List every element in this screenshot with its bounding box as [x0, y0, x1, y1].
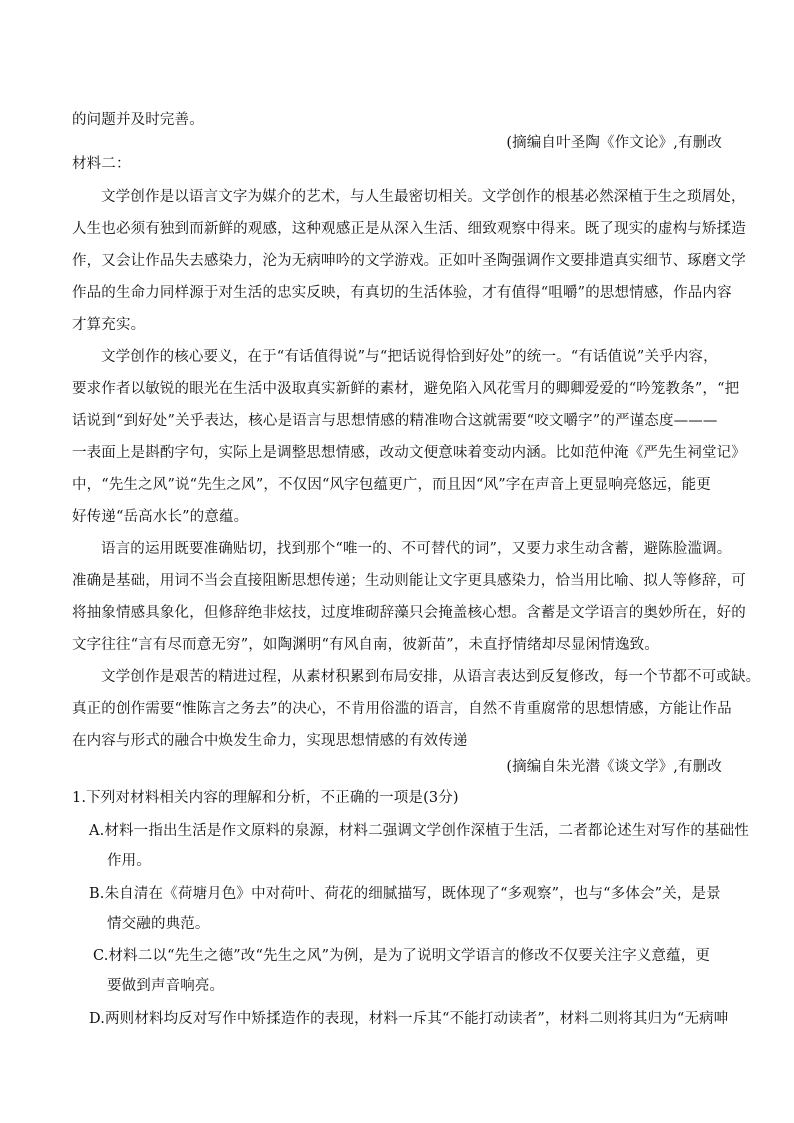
- material1-source: (摘编自叶圣陶《作文论》,有删改: [506, 135, 722, 151]
- material1-tail: 的问题并及时完善。: [72, 112, 204, 128]
- paragraph-line: 真正的创作需要“惟陈言之务去”的决心，不肯用俗滥的语言，自然不肯重腐常的思想情感，方能让作品: [72, 701, 732, 717]
- paragraph-line: 作品的生命力同样源于对生活的忠实反映，有真切的生活体验，才有值得“咀嚼”的思想情感，作品内容: [72, 285, 732, 301]
- paragraph-line: 在内容与形式的融合中焕发生命力，实现思想情感的有效传递: [72, 733, 468, 749]
- paragraph-line: 文学创作的核心要义，在于“有话值得说”与“把话说得恰到好处”的统一。“有话值说”关乎内容，: [101, 349, 718, 365]
- option-a-cont: 作用。: [107, 853, 151, 869]
- option-b-cont: 情交融的典范。: [107, 916, 210, 932]
- paragraph-line: 一表面上是斟酌字句，实际上是调整思想情感，改动文便意味着变动内涵。比如范仲淹《严先生祠堂记》: [72, 445, 746, 461]
- paragraph-line: 文字往往“言有尽而意无穷”，如陶渊明“有风自南，彼新苗”，未直抒情绪却尽显闲情逸致。: [72, 637, 659, 653]
- paragraph-line: 准确是基础，用词不当会直接阻断思想传递；生动则能让文字更具感染力，恰当用比喻、拟人等修辞，可: [72, 573, 746, 589]
- question-stem: 1.下列对材料相关内容的理解和分析，不正确的一项是(3分): [72, 790, 459, 806]
- paragraph-line: 人生也必须有独到而新鲜的观感，这种观感正是从深入生活、细致观察中得来。既了现实的虚构与矫揉造: [72, 221, 746, 237]
- paragraph-line: 话说到“到好处”关乎表达，核心是语言与思想情感的精准吻合这就需要“咬文嚼字”的严谨态度———: [72, 413, 718, 429]
- paragraph-line: 作，又会让作品失去感染力，沦为无病呻吟的文学游戏。正如叶圣陶强调作文要排遣真实细节、琢磨文学: [72, 253, 746, 269]
- paragraph-line: 要求作者以敏锐的眼光在生活中汲取真实新鲜的素材，避免陷入风花雪月的卿卿爱爱的“吟笼教条”，“把: [72, 381, 740, 397]
- option-c-cont: 要做到声音响亮。: [107, 978, 225, 994]
- option-c: C.材料二以“先生之德”改“先生之风”为例，是为了说明文学语言的修改不仅要关注字义意蕴，更: [93, 948, 711, 964]
- material2-source: (摘编自朱光潜《谈文学》,有删改: [506, 759, 722, 775]
- paragraph-line: 文学创作是艰苦的精进过程，从素材积累到布局安排，从语言表达到反复修改，每一个节都不可或缺。: [101, 669, 761, 685]
- paragraph-line: 才算充实。: [72, 317, 146, 333]
- paragraph-line: 语言的运用既要准确贴切，找到那个“唯一的、不可替代的词”，又要力求生动含蓄，避陈脸滥调。: [101, 541, 732, 557]
- paragraph-line: 文学创作是以语言文字为媒介的艺术，与人生最密切相关。文学创作的根基必然深植于生之琐屑处，: [101, 189, 746, 205]
- paragraph-line: 好传递“岳高水长”的意蕴。: [72, 509, 249, 525]
- option-a: A.材料一指出生活是作文原料的泉源，材料二强调文学创作深植于生活，二者都论述生对写作的基础性: [89, 823, 749, 839]
- option-d: D.两则材料均反对写作中矫揉造作的表现，材料一斥其“不能打动读者”，材料二则将其归为“无病呻: [89, 1011, 729, 1027]
- material2-heading: 材料二：: [72, 156, 131, 172]
- option-b: B.朱自清在《荷塘月色》中对荷叶、荷花的细腻描写，既体现了“多观察”，也与“多体会”关，是景: [89, 886, 721, 902]
- paragraph-line: 将抽象情感具象化，但修辞绝非炫技，过度堆砌辞藻只会掩盖核心想。含蓄是文学语言的奥妙所在，好的: [72, 605, 746, 621]
- paragraph-line: 中，“先生之风”说“先生之风”，不仅因“风字包蕴更广，而且因“风”字在声音上更显响亮悠远，能更: [72, 477, 711, 493]
